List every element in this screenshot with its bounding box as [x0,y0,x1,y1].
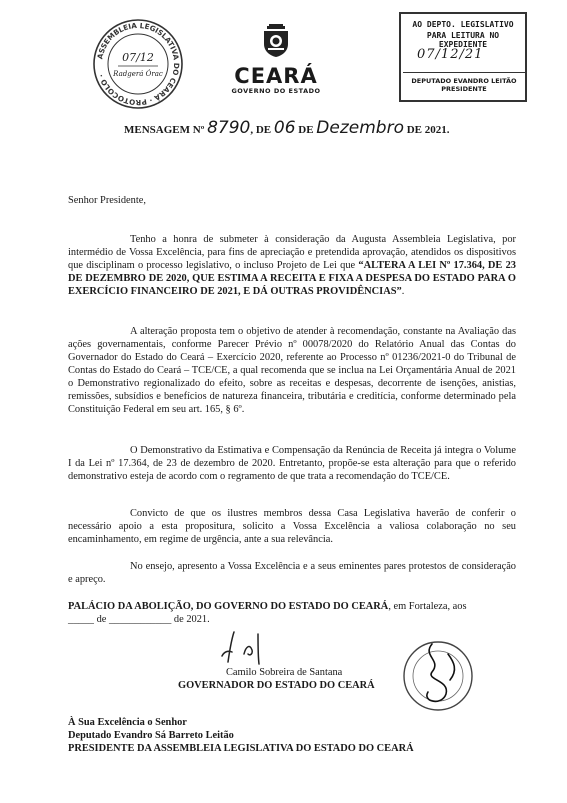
logo-subtitle: GOVERNO DO ESTADO [231,87,321,95]
legislative-stamp [399,12,527,102]
message-de2: DE [298,124,314,136]
message-de1: , DE [250,124,272,136]
addressee-block [68,716,414,755]
protocol-stamp-text: ASSEMBLEIA LEGISLATIVA DO CEARÁ · PROTOCOLO · [95,20,182,108]
paragraph-4: Convicto de que os ilustres membros dessa Casa Legislativa haverão de conferir o necessário apoio a esta propositura, solicito a Vossa Excelência a valiosa colaboração no seu encaminhamento, em regime de urgência, ante a sua relevância. [68,508,516,545]
paragraph-1 [68,233,516,298]
message-header [124,118,450,138]
signature-block [178,666,375,692]
logo-brand: CEARÁ [234,64,318,88]
legislative-stamp-line2: PARA LEITURA NO EXPEDIENTE [426,31,500,49]
closing-date-line: _____ de ____________ de 2021. [68,614,210,625]
message-month: Dezembro [316,118,404,138]
ceara-logo [222,22,330,95]
addressee-line2: Deputado Evandro Sá Barreto Leitão [68,730,234,741]
paragraph-2: A alteração proposta tem o objetivo de atender à recomendação, constante na Avaliação das ações governamentais, conforme Parecer Prévio nº 00078/2020 do Relatório Anual das Contas do Governador do Estado do Ceará – Exercício 2020, referente ao Processo nº 01236/2021-0 do Tribunal de Contas do Estado do Ceará – TCE/CE, a qual recomenda que se inclua na Lei Orçamentária Anual de 2021 o Demonstrativo regionalizado do efeito, sobre as receitas e despesas, decorrente de isenções, anistias, remissões, subsídios e benefícios de natureza financeira, tributária e creditícia, conforme determinado pela Constituição Federal em seu art. 165, § 6º. [68,326,516,415]
salutation: Senhor Presidente, [68,195,146,206]
legislative-stamp-date: 07/12/21 [417,47,484,62]
protocol-stamp-graphic [92,18,184,110]
coat-of-arms-icon [259,22,293,58]
paragraph-1-end: . [401,286,405,297]
protocol-stamp [92,18,184,110]
paragraph-5: No ensejo, apresento a Vossa Excelência e a seus eminentes pares protestos de consideração e apreço. [68,561,516,585]
closing-rest: , em Fortaleza, aos [388,601,467,612]
addressee-line1: À Sua Excelência o Senhor [68,717,187,728]
signer-title: GOVERNADOR DO ESTADO DO CEARÁ [178,680,375,691]
governor-seal [392,636,480,712]
legislative-stamp-line1: AO DEPTO. LEGISLATIVO [412,20,514,29]
legislative-stamp-footer [403,72,525,93]
message-label: MENSAGEM Nº [124,124,205,136]
paragraph-1-bold: “ALTERA A LEI Nº 17.364, DE 23 DE DEZEMBRO DE 2020, QUE ESTIMA A RECEITA E FIXA A DESPESA DO ESTADO PARA O EXERCÍCIO FINANCEIRO DE 2021, E DÁ OUTRAS PROVIDÊNCIAS” [68,260,516,297]
signer-name: Camilo Sobreira de Santana [226,667,343,678]
legislative-stamp-footer1: DEPUTADO EVANDRO LEITÃO [411,77,517,85]
protocol-stamp-date: 07/12 [122,51,154,64]
message-year: DE 2021. [406,124,450,136]
legislative-stamp-footer2: PRESIDENTE [441,85,487,93]
closing-place: PALÁCIO DA ABOLIÇÃO, DO GOVERNO DO ESTADO DO CEARÁ [68,601,389,612]
paragraph-3: O Demonstrativo da Estimativa e Compensação da Renúncia de Receita já integra o Volume I da Lei nº 17.364, de 23 de dezembro de 2020. Entretanto, propõe-se esta alteração para que o referido demonstrativo esteja de acordo com o regramento de que trata a recomendação do TCE/CE. [68,445,516,482]
message-day: 06 [273,118,296,138]
addressee-line3: PRESIDENTE DA ASSEMBLEIA LEGISLATIVA DO ESTADO DO CEARÁ [68,743,414,754]
paragraph-1-lead: Tenho a honra de submeter à consideração da Augusta Assembleia Legislativa, por intermédio de Vossa Excelência, para fins de apreciação e pretendida aprovação, atendidos os dispositivos que disciplinam o processo legislativo, o incluso Projeto de Lei que [68,234,516,271]
message-number: 8790 [207,118,251,138]
protocol-stamp-signature: Radgerá Órac [113,70,163,78]
closing [68,600,516,626]
